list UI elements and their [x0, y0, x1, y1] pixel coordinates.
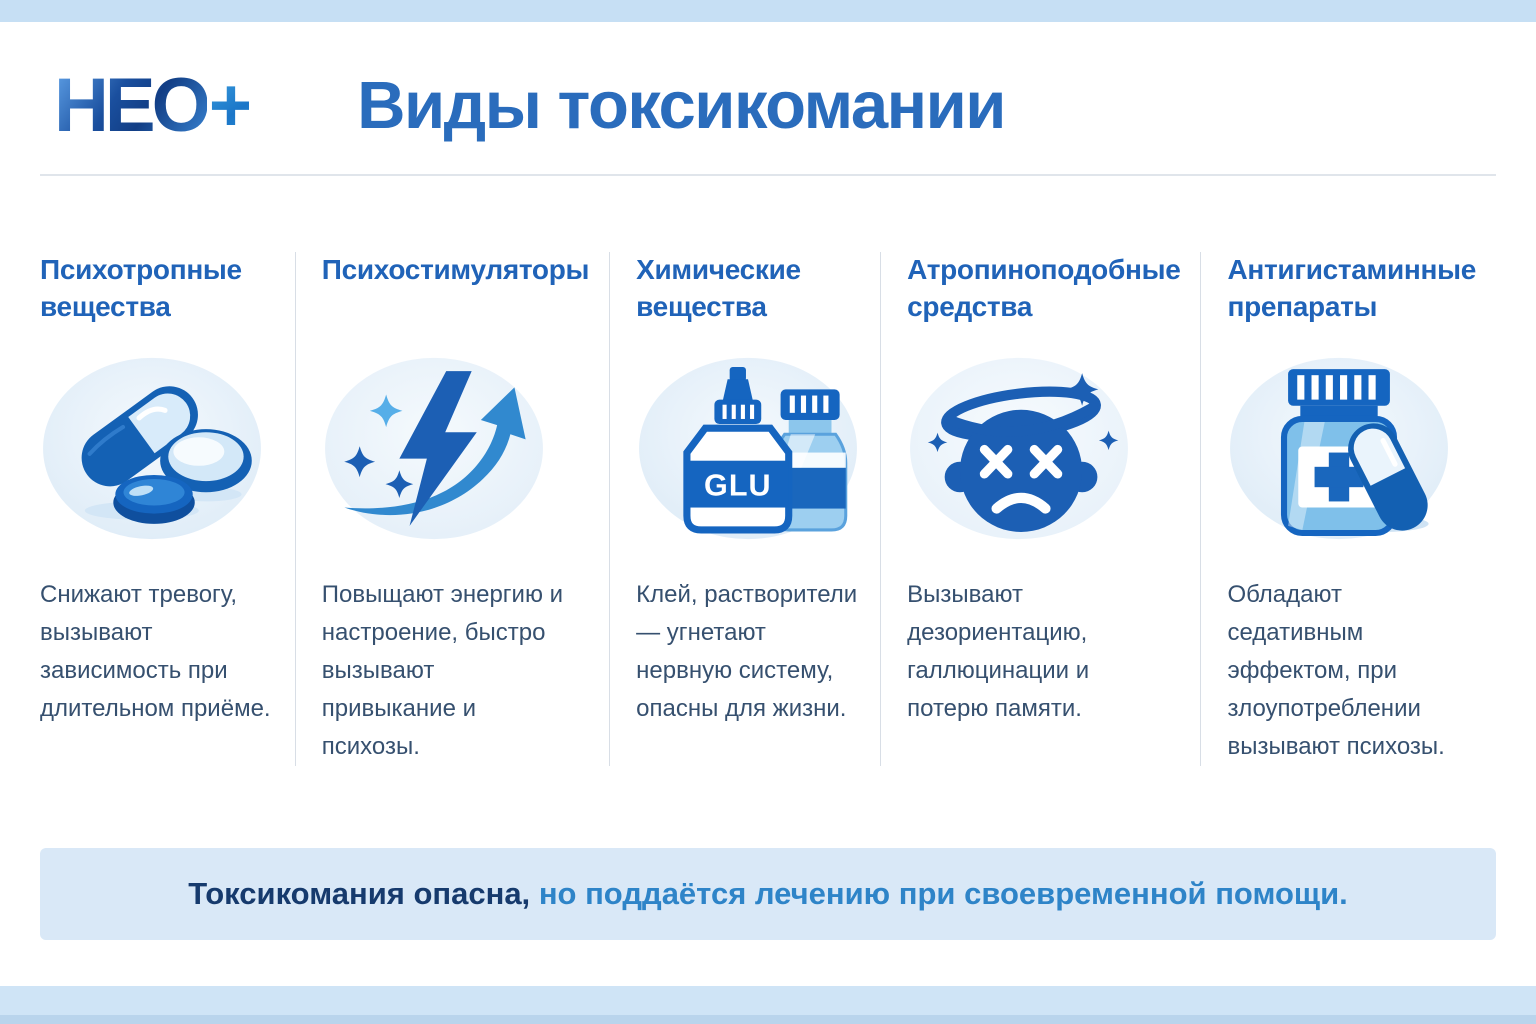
glue-and-solvent-bottles-icon: [636, 354, 860, 544]
energy-lightning-icon: [322, 354, 546, 544]
banner-rest-text: но поддаётся лечению при своевременной помощи.: [530, 875, 1348, 911]
footer-banner: [40, 848, 1496, 940]
column-antihistamine: [1201, 252, 1496, 766]
top-border-strip: [0, 0, 1536, 22]
column-description: Вызывают дезориентацию, галлюцинации и потерю памяти.: [907, 581, 1090, 722]
banner-highlight-text: Токсикомания опасна,: [188, 875, 531, 911]
pill-bottle-capsule-icon: [1227, 354, 1451, 544]
logo: [54, 62, 249, 149]
column-description: Клей, растворители — угнетают нервную систему, опасны для жизни.: [636, 581, 858, 722]
icon-wrap: [636, 354, 860, 546]
bottom-border-strip: [0, 986, 1536, 1024]
column-heading: Психотропные вещества: [40, 254, 242, 322]
logo-text: НЕО: [54, 62, 207, 148]
column-heading: Антигистаминные препараты: [1227, 254, 1476, 322]
logo-plus-icon: +: [208, 62, 250, 148]
column-description: Снижают тревогу, вызывают зависимость при длительном приёме.: [40, 581, 271, 722]
column-psychostimulants: [296, 252, 610, 766]
icon-wrap: [322, 354, 589, 546]
icon-wrap: [907, 354, 1180, 546]
infographic-body: [0, 22, 1536, 766]
column-description: Повыщают энергию и настроение, быстро вызывают привыкание и психозы.: [321, 581, 564, 760]
column-description: Обладают седативным эффектом, при злоупотреблении вызывают психозы.: [1227, 581, 1445, 760]
icon-wrap: [1227, 354, 1476, 546]
column-heading: Химические вещества: [636, 254, 801, 322]
pills-icon: [40, 354, 264, 544]
column-heading: Психостимуляторы: [321, 254, 590, 285]
column-heading: Атропиноподобные средства: [907, 254, 1181, 322]
column-chemical: [610, 252, 881, 766]
header: [40, 22, 1496, 148]
page-title: Виды токсикомании: [357, 67, 1005, 143]
header-divider: [40, 174, 1496, 176]
icon-wrap: [40, 354, 275, 546]
column-psychotropic: [40, 252, 296, 766]
glue-label: GLU: [704, 468, 772, 503]
dizzy-face-icon: [907, 354, 1131, 544]
column-atropine-like: [881, 252, 1201, 766]
columns-row: [40, 252, 1496, 766]
